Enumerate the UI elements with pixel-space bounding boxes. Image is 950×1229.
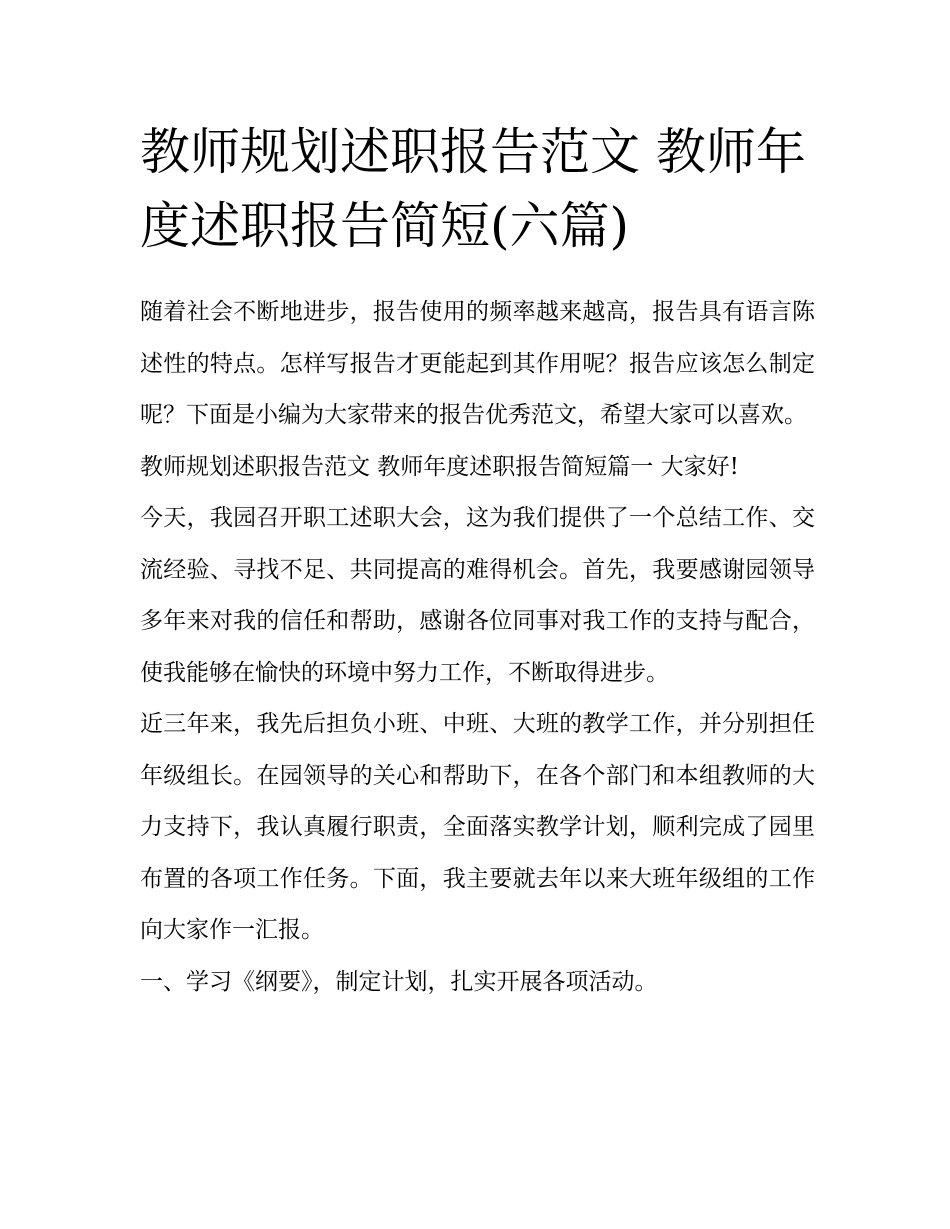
subsection-heading: 一、学习《纲要》，制定计划，扎实开展各项活动。 <box>140 968 658 995</box>
body-paragraph: 今天，我园召开职工述职大会，这为我们提供了一个总结工作、交流经验、寻找不足、共同提高的难得机会。首先，我要感谢园领导多年来对我的信任和帮助，感谢各位同事对我工作的支持与配合，使我能够在愉快的环境中努力工作，不断取得进步。 <box>140 505 815 686</box>
section-heading-paragraph: 教师规划述职报告范文 教师年度述职报告简短篇一 大家好! <box>140 453 739 480</box>
document-page <box>140 115 815 1008</box>
body-paragraph: 近三年来，我先后担负小班、中班、大班的教学工作，并分别担任年级组长。在园领导的关心和帮助下，在各个部门和本组教师的大力支持下，我认真履行职责，全面落实教学计划，顺利完成了园里布置的各项工作任务。下面，我主要就去年以来大班年级组的工作向大家作一汇报。 <box>140 711 815 943</box>
intro-paragraph: 随着社会不断地进步，报告使用的频率越来越高，报告具有语言陈述性的特点。怎样写报告才更能起到其作用呢？报告应该怎么制定呢？下面是小编为大家带来的报告优秀范文，希望大家可以喜欢。 <box>140 299 815 428</box>
document-title: 教师规划述职报告范文 教师年度述职报告简短(六篇) <box>140 123 806 255</box>
